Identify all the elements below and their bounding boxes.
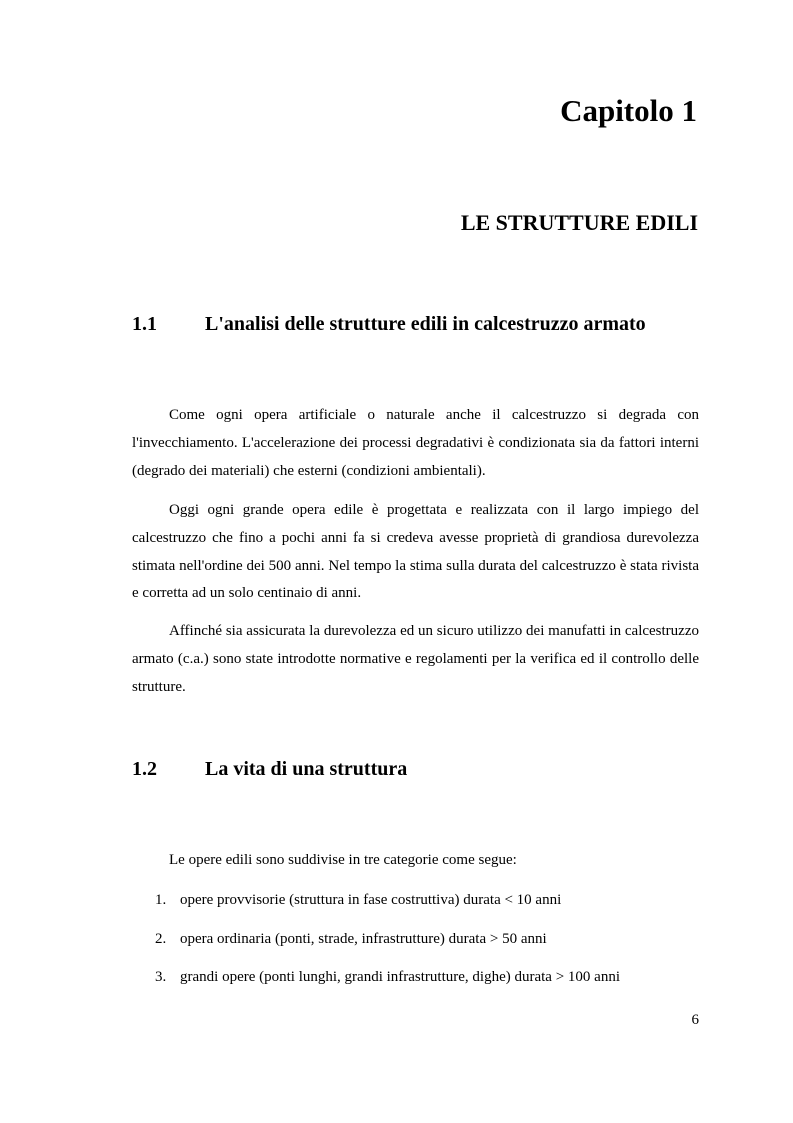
list-item-text: grandi opere (ponti lunghi, grandi infrastrutture, dighe) durata > 100 anni — [180, 969, 621, 985]
category-list — [155, 890, 620, 1006]
paragraph: Oggi ogni grande opera edile è progettata e realizzata con il largo impiego del calcestruzzo che fino a pochi anni fa si credeva avesse proprietà di grandiosa durevolezza stimata nell'ordine dei 500 anni. Nel tempo la stima sulla durata del calcestruzzo è stata rivista e corretta ad un solo centinaio di anni. — [132, 502, 699, 602]
paragraph: Come ogni opera artificiale o naturale anche il calcestruzzo si degrada con l'invecchiamento. L'accelerazione dei processi degradativi è condizionata sia da fattori interni (degrado dei materiali) che esterni (condizioni ambientali). — [132, 407, 699, 479]
page-number: 6 — [691, 1012, 699, 1028]
section-number: 1.2 — [132, 758, 157, 780]
list-item — [155, 967, 620, 1006]
list-marker: 3. — [155, 969, 167, 985]
section-number: 1.1 — [132, 313, 157, 335]
section-heading-1-2 — [132, 757, 407, 781]
list-item — [155, 929, 620, 968]
section-title: L'analisi delle strutture edili in calcestruzzo armato — [205, 313, 646, 335]
list-marker: 1. — [155, 892, 167, 908]
chapter-number: Capitolo 1 — [560, 93, 697, 128]
paragraph: Affinché sia assicurata la durevolezza ed un sicuro utilizzo dei manufatti in calcestruzzo armato (c.a.) sono state introdotte normative e regolamenti per la verifica ed il controllo delle strutture. — [132, 623, 699, 695]
list-intro: Le opere edili sono suddivise in tre categorie come segue: — [169, 852, 517, 868]
list-item — [155, 890, 620, 929]
list-item-text: opera ordinaria (ponti, strade, infrastrutture) durata > 50 anni — [180, 930, 547, 947]
list-item-text: opere provvisorie (struttura in fase costruttiva) durata < 10 anni — [180, 892, 562, 908]
section-heading-1-1 — [132, 312, 646, 336]
list-marker: 2. — [155, 930, 167, 947]
section-title: La vita di una struttura — [205, 758, 408, 780]
chapter-title: LE STRUTTURE EDILI — [460, 210, 698, 235]
